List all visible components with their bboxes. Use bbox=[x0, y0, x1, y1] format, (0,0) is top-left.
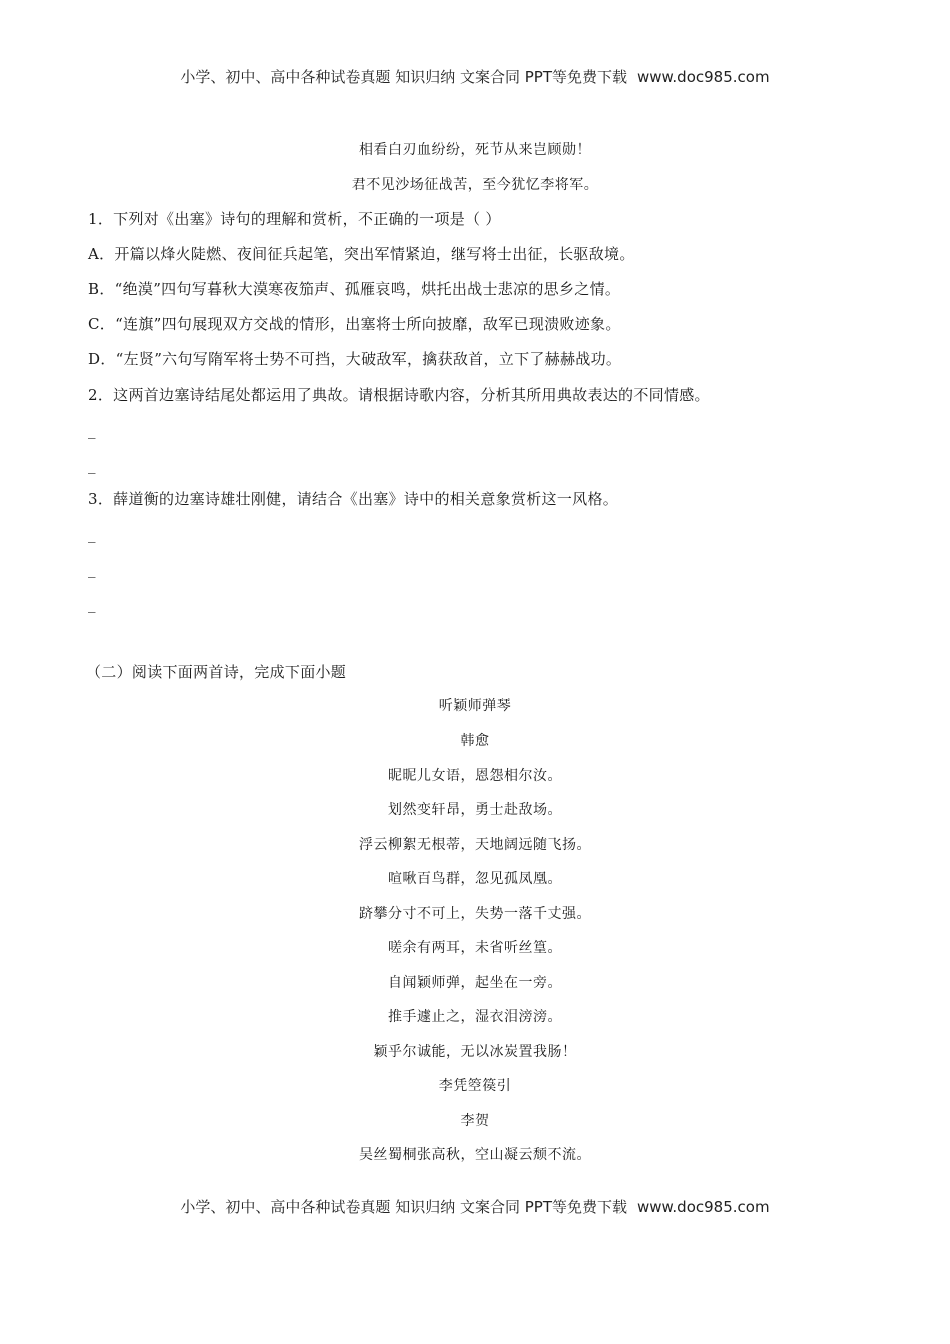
page-header bbox=[0, 66, 950, 87]
page-footer bbox=[0, 1196, 950, 1217]
answer-blank[interactable]: _ bbox=[88, 525, 96, 543]
poem-1-line: 跻攀分寸不可上，失势一落千丈强。 bbox=[359, 906, 591, 922]
footer-text: 小学、初中、高中各种试卷真题 知识归纳 文案合同 PPT等免费下载 bbox=[180, 1198, 627, 1216]
poem-2-line: 吴丝蜀桐张高秋，空山凝云颓不流。 bbox=[359, 1147, 591, 1163]
poem-1-line: 自闻颖师弹，起坐在一旁。 bbox=[388, 975, 562, 991]
poem-tail-line-1: 相看白刃血纷纷，死节从来岂顾勋！ bbox=[359, 142, 591, 158]
poem-1-line: 嗟余有两耳，未省听丝篁。 bbox=[388, 940, 562, 956]
poem-1-title: 听颖师弹琴 bbox=[438, 698, 512, 714]
answer-blank[interactable]: _ bbox=[88, 421, 96, 439]
question-1-option-d: D．“左贤”六句写隋军将士势不可挡，大破敌军，擒获敌首，立下了赫赫战功。 bbox=[88, 350, 622, 368]
question-2-stem: 2．这两首边塞诗结尾处都运用了典故。请根据诗歌内容，分析其所用典故表达的不同情感。 bbox=[88, 386, 710, 404]
answer-blank[interactable]: _ bbox=[88, 595, 96, 613]
poem-2-title: 李凭箜篌引 bbox=[438, 1078, 512, 1094]
question-1-option-b: B．“绝漠”四句写暮秋大漠寒夜笳声、孤雁哀鸣，烘托出战士悲凉的思乡之情。 bbox=[88, 280, 621, 298]
poem-1-author: 韩愈 bbox=[460, 733, 490, 749]
question-1-option-c: C．“连旗”四句展现双方交战的情形，出塞将士所向披靡，敌军已现溃败迹象。 bbox=[88, 315, 621, 333]
poem-1-line: 划然变轩昂，勇士赴敌场。 bbox=[388, 802, 562, 818]
header-site-link[interactable]: www.doc985.com bbox=[636, 68, 770, 86]
answer-blank[interactable]: _ bbox=[88, 560, 96, 578]
question-1-stem: 1．下列对《出塞》诗句的理解和赏析，不正确的一项是（ ） bbox=[88, 210, 501, 228]
poem-1-line: 昵昵儿女语，恩怨相尔汝。 bbox=[388, 768, 562, 784]
poem-2-author: 李贺 bbox=[460, 1113, 490, 1129]
answer-blank[interactable]: _ bbox=[88, 456, 96, 474]
poem-1-line: 喧啾百鸟群，忽见孤凤凰。 bbox=[388, 871, 562, 887]
question-1-option-a: A．开篇以烽火陡燃、夜间征兵起笔，突出军情紧迫，继写将士出征，长驱敌境。 bbox=[88, 245, 635, 263]
poem-1-line: 浮云柳絮无根蒂，天地阔远随飞扬。 bbox=[359, 837, 591, 853]
header-text: 小学、初中、高中各种试卷真题 知识归纳 文案合同 PPT等免费下载 bbox=[180, 68, 627, 86]
section-2-heading: （二）阅读下面两首诗，完成下面小题 bbox=[86, 663, 347, 681]
poem-tail-line-2: 君不见沙场征战苦，至今犹忆李将军。 bbox=[351, 177, 599, 193]
footer-site-link[interactable]: www.doc985.com bbox=[636, 1198, 770, 1216]
poem-1-line: 颖乎尔诚能，无以冰炭置我肠！ bbox=[373, 1044, 577, 1060]
question-3-stem: 3．薛道衡的边塞诗雄壮刚健，请结合《出塞》诗中的相关意象赏析这一风格。 bbox=[88, 490, 619, 508]
poem-1-line: 推手遽止之，湿衣泪滂滂。 bbox=[388, 1009, 562, 1025]
